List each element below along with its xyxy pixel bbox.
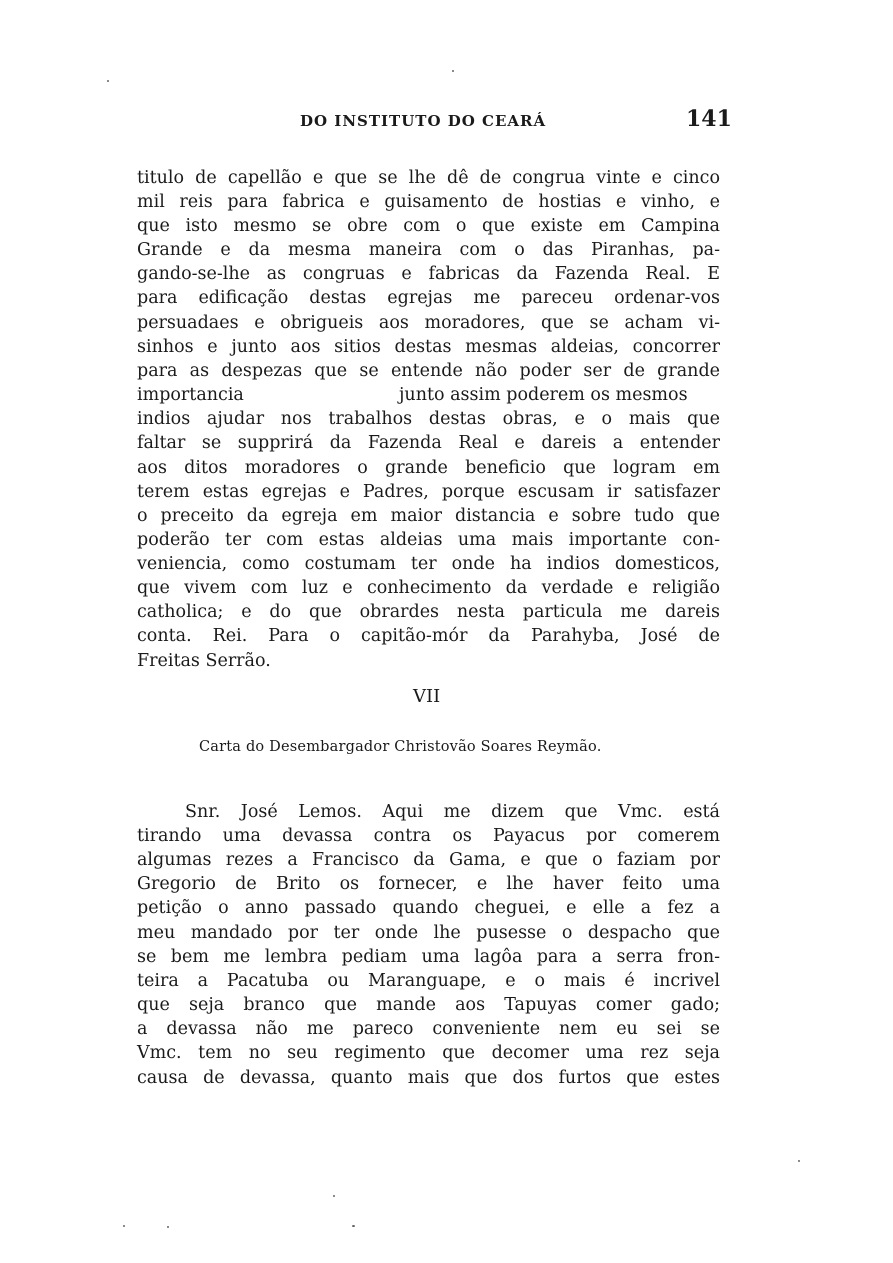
section-numeral: VII [413,686,441,707]
text-line: para edificação destas egrejas me pareceu ordenar-vos [137,288,720,308]
text-line: mil reis para fabrica e guisamento de hostias e vinho, e [137,192,720,212]
text-line: titulo de capellão e que se lhe dê de congrua vinte e cinco [137,168,720,188]
gap-line-right: junto assim poderem os mesmos [399,385,688,405]
text-line: teira a Pacatuba ou Maranguape, e o mais é incrivel [137,971,720,991]
scan-speck [123,1225,125,1227]
text-line: persuadaes e obrigueis aos moradores, que se acham vi- [137,313,720,333]
text-line: aos ditos moradores o grande beneficio que logram em [137,458,720,478]
text-line: terem estas egrejas e Padres, porque escusam ir satisfazer [137,482,720,502]
text-line: gando-se-lhe as congruas e fabricas da Fazenda Real. E [137,264,720,284]
text-line: se bem me lembra pediam uma lagôa para a serra fron- [137,947,720,967]
text-line: a devassa não me pareco conveniente nem eu sei se [137,1019,720,1039]
page-number: 141 [686,106,732,132]
text-line: que seja branco que mande aos Tapuyas comer gado; [137,995,720,1015]
text-line: petição o anno passado quando cheguei, e elle a fez a [137,898,720,918]
text-line: conta. Rei. Para o capitão-mór da Parahyba, José de [137,626,720,646]
text-line: Freitas Serrão. [137,651,271,671]
text-line: Vmc. tem no seu regimento que decomer uma rez seja [137,1043,720,1063]
text-line: Grande e da mesma maneira com o das Piranhas, pa- [137,240,720,260]
text-line: que vivem com luz e conhecimento da verdade e religião [137,578,720,598]
text-line: Gregorio de Brito os fornecer, e lhe haver feito uma [137,874,720,894]
text-line: Snr. José Lemos. Aqui me dizem que Vmc. está [185,802,720,822]
scan-speck [333,1195,335,1197]
text-line: catholica; e do que obrardes nesta particula me dareis [137,602,720,622]
scan-speck [107,80,109,82]
text-line: veniencia, como costumam ter onde ha indios domesticos, [137,554,720,574]
scan-speck [798,1160,800,1162]
text-line: que isto mesmo se obre com o que existe em Campina [137,216,720,236]
scan-speck [452,70,454,72]
text-line: poderão ter com estas aldeias uma mais importante con- [137,530,720,550]
text-line: para as despezas que se entende não poder ser de grande [137,361,720,381]
gap-line-left: importancia [137,385,244,405]
running-head: DO INSTITUTO DO CEARÁ [300,112,547,130]
text-line: o preceito da egreja em maior distancia e sobre tudo que [137,506,720,526]
text-line: sinhos e junto aos sitios destas mesmas aldeias, concorrer [137,337,720,357]
scan-speck [352,1225,355,1227]
text-line: causa de devassa, quanto mais que dos furtos que estes [137,1068,720,1088]
text-line: tirando uma devassa contra os Payacus por comerem [137,826,720,846]
scan-speck [167,1226,169,1228]
text-line: algumas rezes a Francisco da Gama, e que o faziam por [137,850,720,870]
letter-title: Carta do Desembargador Christovão Soares Reymão. [199,739,602,755]
text-line: faltar se supprirá da Fazenda Real e dareis a entender [137,433,720,453]
text-line: indios ajudar nos trabalhos destas obras, e o mais que [137,409,720,429]
text-line: meu mandado por ter onde lhe pusesse o despacho que [137,923,720,943]
